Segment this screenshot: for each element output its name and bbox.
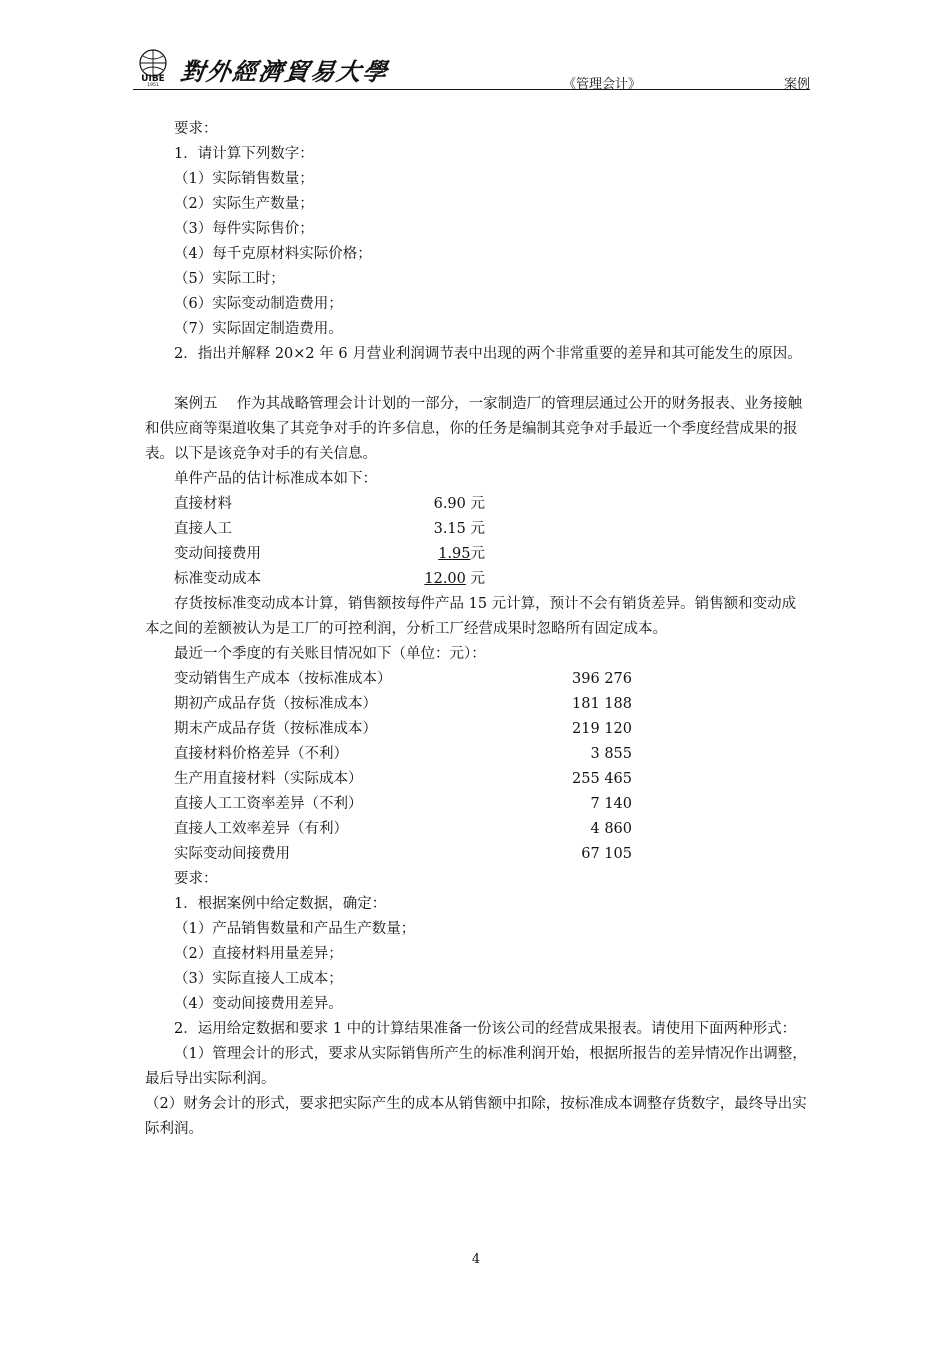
requirement-subitem: （1）产品销售数量和产品生产数量； [174, 921, 416, 937]
requirement-subitem: （2）实际生产数量； [174, 196, 314, 212]
account-row: 直接材料价格差异（不利） 3 855 [174, 746, 632, 762]
requirement-subitem: （4）每千克原材料实际价格； [174, 246, 372, 262]
svg-text:UIBE: UIBE [141, 74, 165, 84]
requirement-subitem: （5）实际工时； [174, 271, 285, 287]
page-number: 4 [471, 1252, 481, 1267]
account-row: 期末产成品存货（按标准成本） 219 120 [174, 721, 632, 737]
requirement-subitem: （3）实际直接人工成本； [174, 971, 343, 987]
requirement-subitem: （7）实际固定制造费用。 [174, 321, 343, 337]
account-row: 期初产成品存货（按标准成本） 181 188 [174, 696, 632, 712]
account-row: 生产用直接材料（实际成本） 255 465 [174, 771, 632, 787]
financial-accounting-form: （2）财务会计的形式，要求把实际产生的成本从销售额中扣除，按标准成本调整存货数字，最终导出实际利润。 [145, 1096, 807, 1137]
account-row: 实际变动间接费用 67 105 [174, 846, 632, 862]
requirement-subitem: （4）变动间接费用差异。 [174, 996, 343, 1012]
standard-cost-heading: 单件产品的估计标准成本如下： [174, 471, 377, 487]
standard-cost-row: 变动间接费用 1.95元 [174, 546, 485, 562]
management-accounting-form: （1）管理会计的形式，要求从实际销售所产生的标准利润开始，根据所报告的差异情况作出调整，最后导出实际利润。 [145, 1046, 807, 1087]
requirement-subitem: （3）每件实际售价； [174, 221, 314, 237]
university-name: 對外經濟貿易大學 [178, 57, 391, 86]
requirements-heading: 要求： [174, 121, 218, 137]
account-row: 直接人工工资率差异（不利） 7 140 [174, 796, 632, 812]
standard-cost-row: 直接人工 3.15 元 [174, 521, 485, 537]
course-title: 《管理会计》 [563, 77, 642, 92]
account-row: 直接人工效率差异（有利） 4 860 [174, 821, 632, 837]
header-rule [133, 89, 810, 90]
requirement-subitem: （6）实际变动制造费用； [174, 296, 343, 312]
inventory-paragraph: 存货按标准变动成本计算，销售额按每件产品 15 元计算，预计不会有销货差异。销售额和变动成本之间的差额被认为是工厂的可控利润，分析工厂经营成果时忽略所有固定成本。 [145, 596, 797, 637]
page-header [133, 40, 810, 90]
university-emblem-icon [133, 46, 173, 86]
requirement-item: 2．运用给定数据和要求 1 中的计算结果准备一份该公司的经营成果报表。请使用下面两种形式： [174, 1021, 797, 1037]
standard-cost-total-row: 标准变动成本 12.00 元 [174, 571, 485, 587]
requirement-subitem: （2）直接材料用量差异； [174, 946, 343, 962]
section-label: 案例 [783, 77, 810, 92]
requirement-item: 1．请计算下列数字： [174, 146, 314, 162]
requirement-subitem: （1）实际销售数量； [174, 171, 314, 187]
accounts-heading: 最近一个季度的有关账目情况如下（单位：元）： [174, 646, 486, 662]
page-body [145, 117, 810, 1142]
requirements-heading: 要求： [174, 871, 218, 887]
svg-text:1951: 1951 [147, 83, 159, 86]
standard-cost-row: 直接材料 6.90 元 [174, 496, 485, 512]
requirement-item: 2．指出并解释 20×2 年 6 月营业利润调节表中出现的两个非常重要的差异和其可能发生的原因。 [174, 346, 802, 362]
account-row: 变动销售生产成本（按标准成本） 396 276 [174, 671, 632, 687]
case-intro: 案例五 作为其战略管理会计计划的一部分，一家制造厂的管理层通过公开的财务报表、业务接触和供应商等渠道收集了其竞争对手的许多信息，你的任务是编制其竞争对手最近一个季度经营成果的报表。以下是该竞争对手的有关信息。 [145, 396, 803, 462]
requirement-item: 1．根据案例中给定数据，确定： [174, 896, 387, 912]
